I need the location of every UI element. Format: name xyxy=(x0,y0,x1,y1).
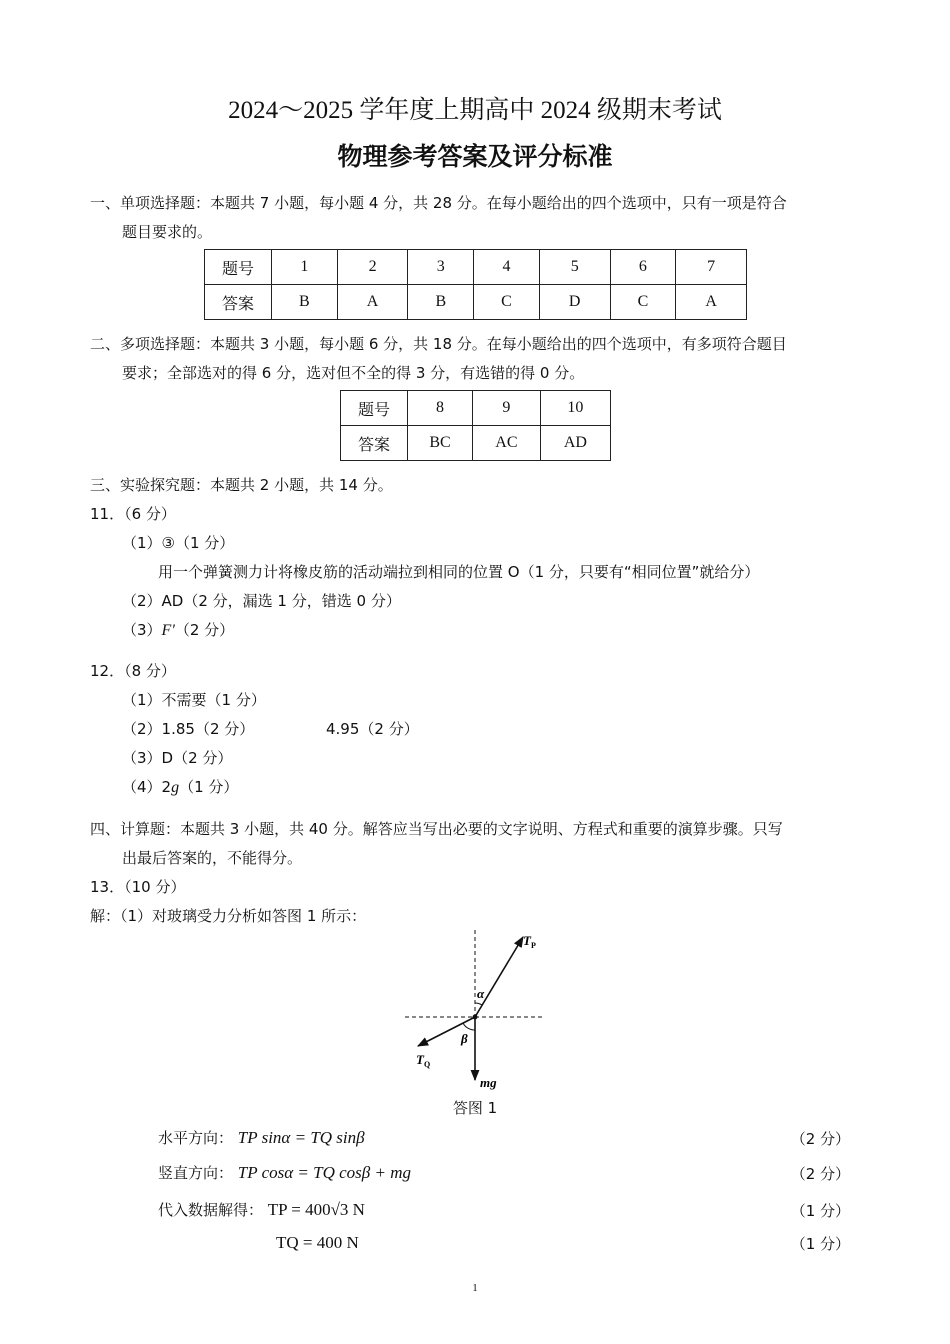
question-number: 3 xyxy=(408,250,474,285)
answer-cell: D xyxy=(539,285,610,320)
section4-heading-cont: 出最后答案的，不能得分。 xyxy=(122,849,303,867)
step-points: （2 分） xyxy=(790,1165,850,1183)
q11-part3-suffix: （2 分） xyxy=(174,621,235,639)
answer-cell: A xyxy=(337,285,408,320)
q13-intro: 解：（1）对玻璃受力分析如答图 1 所示： xyxy=(90,907,367,925)
q13-title: 13．（10 分） xyxy=(90,878,186,896)
label-mg: mg xyxy=(480,1075,497,1090)
q12-part4 xyxy=(122,777,238,798)
q12-title: 12．（8 分） xyxy=(90,662,176,680)
q12-part3: （3）D（2 分） xyxy=(122,749,233,767)
single-choice-answer-table xyxy=(204,249,747,320)
section1-heading-cont: 题目要求的。 xyxy=(122,223,213,241)
q12-part2b: 4.95（2 分） xyxy=(326,720,419,738)
figure-caption: 答图 1 xyxy=(452,1099,498,1117)
q11-part3 xyxy=(122,620,234,641)
row-label-answer: 答案 xyxy=(205,285,272,320)
row-label-question: 题号 xyxy=(341,391,408,426)
section3-heading: 三、实验探究题：本题共 2 小题，共 14 分。 xyxy=(90,476,393,494)
question-number: 6 xyxy=(610,250,676,285)
contact-point xyxy=(473,1015,478,1020)
step-formula: TP cosα = TQ cosβ + mg xyxy=(237,1163,411,1182)
answer-cell: AC xyxy=(473,426,541,461)
section4-heading: 四、计算题：本题共 3 小题，共 40 分。解答应当写出必要的文字说明、方程式和重要的演算步骤。只写 xyxy=(90,820,783,838)
question-number: 8 xyxy=(408,391,473,426)
question-number: 7 xyxy=(676,250,747,285)
row-label-question: 题号 xyxy=(205,250,272,285)
question-number: 5 xyxy=(539,250,610,285)
step-3 xyxy=(158,1200,365,1220)
force-symbol: F′ xyxy=(161,622,175,639)
step-points: （2 分） xyxy=(790,1130,850,1148)
table-row-answers xyxy=(205,285,747,320)
step-1 xyxy=(158,1128,365,1148)
step-2 xyxy=(158,1163,411,1183)
section2-heading-cont: 要求；全部选对的得 6 分，选对但不全的得 3 分，有选错的得 0 分。 xyxy=(122,364,585,382)
step-label: 水平方向： xyxy=(158,1129,234,1147)
answer-cell: A xyxy=(676,285,747,320)
step-4 xyxy=(276,1233,359,1253)
tension-p-arrow xyxy=(475,937,523,1017)
step-points: （1 分） xyxy=(790,1202,850,1220)
q11-part1-detail: 用一个弹簧测力计将橡皮筋的活动端拉到相同的位置 O（1 分，只要有“相同位置”就给分） xyxy=(158,563,760,581)
label-tq: $T_Q$ xyxy=(416,1052,431,1069)
answer-cell: C xyxy=(610,285,676,320)
multi-choice-answer-table xyxy=(340,390,611,461)
exam-title: 2024～2025 学年度上期高中 2024 级期末考试 xyxy=(228,97,722,124)
force-diagram xyxy=(395,925,555,1095)
step-formula: TP sinα = TQ sinβ xyxy=(237,1128,365,1147)
table-row-answers xyxy=(341,426,611,461)
q11-part2: （2）AD（2 分，漏选 1 分，错选 0 分） xyxy=(122,592,401,610)
beta-arc xyxy=(463,1023,475,1030)
q11-part1: （1）③（1 分） xyxy=(122,534,235,552)
step-label: 代入数据解得： xyxy=(158,1201,264,1219)
step-formula: TQ = 400 N xyxy=(276,1233,359,1252)
table-row-questions xyxy=(205,250,747,285)
question-number: 10 xyxy=(540,391,610,426)
question-number: 9 xyxy=(473,391,541,426)
answer-cell: AD xyxy=(540,426,610,461)
question-number: 2 xyxy=(337,250,408,285)
answer-cell: BC xyxy=(408,426,473,461)
document-subtitle: 物理参考答案及评分标准 xyxy=(337,142,613,171)
q11-part3-prefix: （3） xyxy=(122,621,162,639)
q11-title: 11．（6 分） xyxy=(90,505,176,523)
question-number: 1 xyxy=(272,250,338,285)
gravity-symbol: g xyxy=(171,779,180,796)
section2-heading: 二、多项选择题：本题共 3 小题，每小题 6 分，共 18 分。在每小题给出的四个选项中，有多项符合题目 xyxy=(90,335,787,353)
step-points: （1 分） xyxy=(790,1235,850,1253)
q12-part4-prefix: （4）2 xyxy=(122,778,172,796)
page-number: 1 xyxy=(472,1282,478,1294)
section1-heading: 一、单项选择题：本题共 7 小题，每小题 4 分，共 28 分。在每小题给出的四个选项中，只有一项是符合 xyxy=(90,194,787,212)
q12-part2a: （2）1.85（2 分） xyxy=(122,720,255,738)
q12-part4-suffix: （1 分） xyxy=(179,778,239,796)
label-alpha: α xyxy=(477,986,485,1001)
table-row-questions xyxy=(341,391,611,426)
question-number: 4 xyxy=(474,250,540,285)
q12-part1: （1）不需要（1 分） xyxy=(122,691,266,709)
answer-cell: B xyxy=(408,285,474,320)
label-tp: $T_P$ xyxy=(523,933,536,950)
step-formula: TP = 400√3 N xyxy=(267,1200,365,1219)
answer-cell: B xyxy=(272,285,338,320)
label-beta: β xyxy=(461,1031,468,1046)
step-label: 竖直方向： xyxy=(158,1164,234,1182)
alpha-arc xyxy=(475,1003,482,1005)
row-label-answer: 答案 xyxy=(341,426,408,461)
answer-cell: C xyxy=(474,285,540,320)
